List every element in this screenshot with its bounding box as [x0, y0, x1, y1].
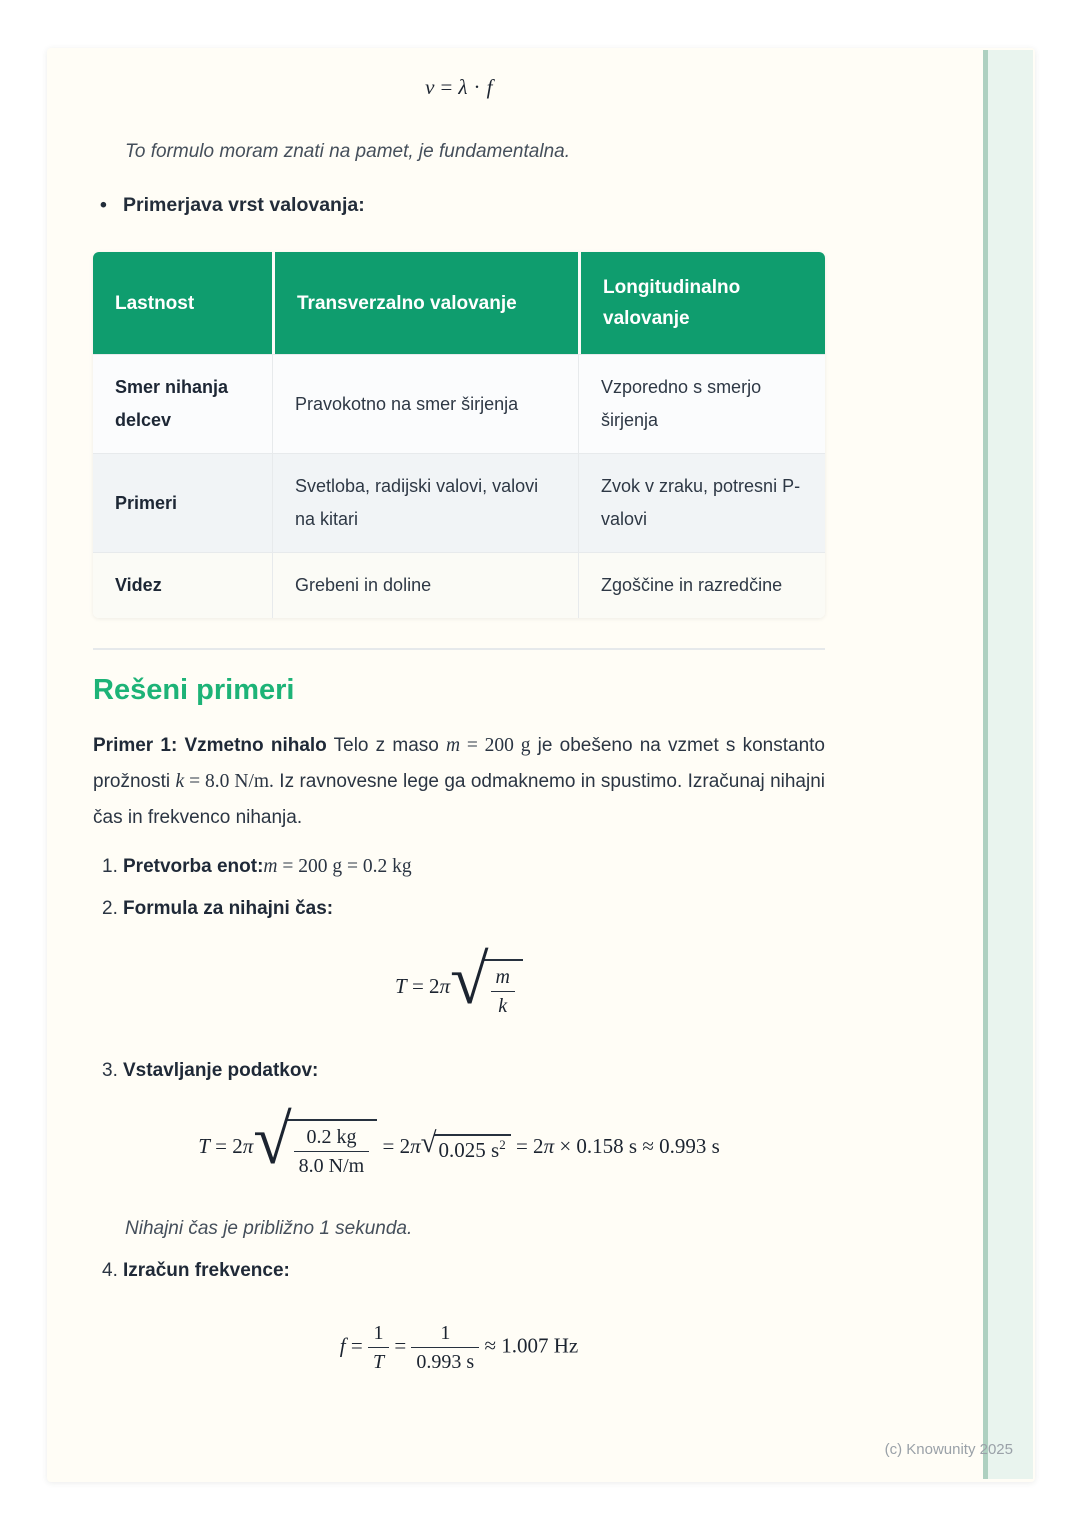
radical-sign: √: [450, 942, 489, 1019]
math-var-f: f: [339, 1333, 346, 1358]
table-cell: Vzporedno s smerjo širjenja: [578, 354, 825, 453]
radicand: [434, 1134, 511, 1163]
math-value-mass: = 200 g: [460, 735, 531, 756]
fraction-1-T: [368, 1322, 389, 1374]
math-value: 0.025 s: [438, 1137, 500, 1162]
radical-sign: √: [420, 1126, 437, 1159]
fraction-denominator: T: [372, 1351, 385, 1374]
table-header-row: [93, 252, 825, 354]
table-row: [93, 354, 825, 453]
equation-wave-speed: [93, 75, 825, 100]
step-item-1: [93, 856, 825, 878]
math-dot: ·: [467, 75, 487, 99]
example-lead: Primer 1: Vzmetno nihalo: [93, 735, 327, 756]
step-number: 1.: [102, 856, 118, 877]
fraction-numerator: 1: [411, 1322, 479, 1348]
square-root: [253, 1102, 377, 1179]
right-accent-strip: [983, 50, 1033, 1479]
row-label: Videz: [93, 552, 272, 618]
step-item-4: [93, 1260, 825, 1282]
fraction-numerator: m: [491, 966, 515, 992]
math-rel: = 2: [406, 973, 440, 998]
header-cell-transverzalno: Transverzalno valovanje: [272, 252, 578, 354]
fraction-m-k: [491, 966, 515, 1018]
radical-sign: √: [253, 1102, 292, 1179]
math-rel: = 2: [510, 1133, 544, 1158]
fraction-denominator: k: [498, 995, 508, 1018]
fraction-numerator: 0.2 kg: [294, 1126, 370, 1152]
square-root: [450, 942, 523, 1019]
table-row: [93, 453, 825, 552]
square-root: [420, 1126, 511, 1163]
table-cell: Zgoščine in razredčine: [578, 552, 825, 618]
section-title: Rešeni primeri: [93, 674, 295, 706]
math-rel: =: [389, 1333, 412, 1358]
wave-comparison-table: [93, 252, 825, 618]
equation-substitution: [93, 1102, 825, 1179]
math-var-m: m: [263, 856, 278, 877]
math-var-v: v: [425, 75, 435, 99]
formula-note: To formulo moram znati na pamet, je fundamentalna.: [125, 141, 570, 162]
equation-period-formula: [93, 942, 825, 1019]
math-var-k: k: [175, 771, 185, 792]
radicand: [286, 1119, 378, 1178]
math-conversion: = 200 g = 0.2 kg: [277, 856, 412, 877]
document-page: [47, 48, 1035, 1482]
fraction-1-period: [411, 1322, 479, 1374]
equation-frequency: [93, 1322, 825, 1374]
header-cell-lastnost: Lastnost: [93, 252, 272, 354]
math-superscript: 2: [499, 1136, 506, 1152]
example-text: Iz ravnovesne lege ga odmaknemo in spustimo. Izračunaj nihajni čas in frekvenco nihanja.: [93, 771, 825, 828]
math-rel: =: [345, 1333, 368, 1358]
step-item-2: [93, 898, 825, 920]
fraction-numerator: 1: [368, 1322, 389, 1348]
solution-steps: [93, 856, 825, 1374]
math-value-spring-constant: = 8.0 N/m.: [184, 771, 274, 792]
step-label: Pretvorba enot:: [123, 856, 264, 877]
period-note: Nihajni čas je približno 1 sekunda.: [125, 1218, 413, 1239]
step-item-3: [93, 1060, 825, 1082]
bullet-heading: Primerjava vrst valovanja:: [123, 194, 365, 216]
fraction-denominator: 0.993 s: [416, 1351, 475, 1374]
example-text: Telo z maso: [326, 735, 447, 756]
math-pi: π: [543, 1133, 555, 1158]
math-pi: π: [410, 1133, 421, 1158]
section-divider: [93, 648, 825, 650]
step-label: Vstavljanje podatkov:: [123, 1060, 319, 1081]
example-text: je obešeno na vzmet s konstanto prožnosti: [93, 735, 825, 792]
math-result: ≈ 1.007 Hz: [479, 1333, 579, 1358]
math-var-f: f: [486, 75, 493, 99]
example-paragraph: [93, 728, 825, 836]
math-var-T: T: [395, 973, 407, 998]
step-label: Formula za nihajni čas:: [123, 898, 334, 919]
step-number: 2.: [102, 898, 118, 919]
page-content: [93, 48, 825, 1374]
math-var-m: m: [446, 735, 461, 756]
math-var-T: T: [198, 1133, 210, 1158]
copyright-watermark: (c) Knowunity 2025: [884, 1441, 1013, 1458]
math-pi: π: [439, 973, 451, 998]
step-label: Izračun frekvence:: [123, 1260, 290, 1281]
fraction-mass-spring: [294, 1126, 370, 1178]
row-label: Primeri: [93, 453, 272, 552]
table-row: [93, 552, 825, 618]
math-rel: = 2: [377, 1133, 411, 1158]
table-cell: Svetloba, radijski valovi, valovi na kitari: [272, 453, 578, 552]
step-number: 3.: [102, 1060, 118, 1081]
table-cell: Pravokotno na smer širjenja: [272, 354, 578, 453]
table-cell: Zvok v zraku, potresni P-valovi: [578, 453, 825, 552]
step-number: 4.: [102, 1260, 118, 1281]
math-pi: π: [242, 1133, 254, 1158]
math-result: × 0.158 s ≈ 0.993 s: [554, 1133, 720, 1158]
math-var-lambda: λ: [458, 75, 468, 99]
math-rel: = 2: [209, 1133, 243, 1158]
header-cell-longitudinalno: Longitudinalno valovanje: [578, 252, 825, 354]
math-equals: =: [434, 75, 459, 99]
fraction-denominator: 8.0 N/m: [298, 1155, 365, 1178]
bullet-icon: •: [100, 194, 107, 216]
bullet-list-item: [93, 194, 825, 217]
row-label: Smer nihanja delcev: [93, 354, 272, 453]
table-cell: Grebeni in doline: [272, 552, 578, 618]
